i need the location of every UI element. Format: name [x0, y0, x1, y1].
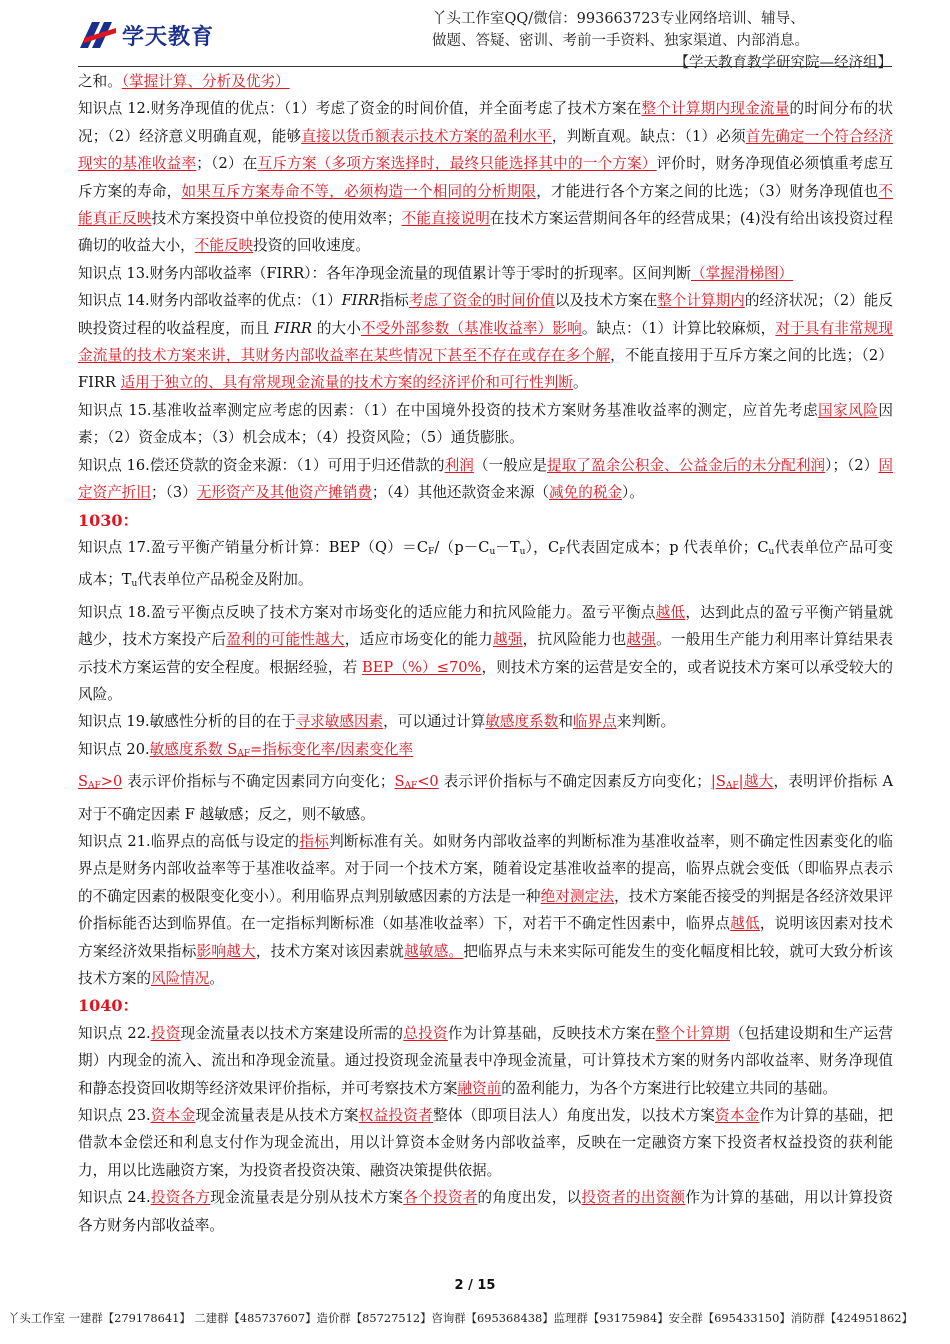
header-line-3: 【学天教育教学研究院—经济组】: [674, 55, 892, 71]
logo: [78, 18, 214, 52]
knowledge-point-23: 知识点 23.资本金现金流量表是从技术方案权益投资者整体（即项目法人）角度出发，以技术方案资本金作为计算的基础，把借款本金偿还和利息支付作为现金流出，用以计算资本金财务内部收益率，反映在一定融资方案下投资者权益投资的获利能力，用以比选融资方案，为投资者投资决策、融资决策提供依据。: [78, 1107, 893, 1179]
page-header: [0, 0, 950, 70]
knowledge-point-16: 知识点 16.偿还贷款的资金来源：（1）可用于归还借款的利润（一般应是提取了盈余公积金、公益金后的未分配利润）；（2）固定资产折旧；（3）无形资产及其他资产摊销费；（4）其他还款资金来源（减免的税金）。: [78, 456, 893, 502]
knowledge-point-21: 知识点 21.临界点的高低与设定的指标判断标准有关。如财务内部收益率的判断标准为基准收益率，则不确定性因素变化的临界点是财务内部收益率等于基准收益率。对于同一个技术方案，随着设定基准收益率的提高，临界点就会变低（即临界点表示的不确定因素的极限变化变小）。利用临界点判别敏感因素的方法是一种绝对测定法，技术方案能否接受的判据是各经济效果评价指标能否达到临界值。在一定指标判断标准（如基准收益率）下，对若干不确定性因素中，临界点越低，说明该因素对技术方案经济效果指标影响越大，技术方案对该因素就越敏感。把临界点与未来实际可能发生的变化幅度相比较，就可大致分析该技术方案的风险情况。: [78, 832, 893, 987]
knowledge-point-15: 知识点 15.基准收益率测定应考虑的因素：（1）在中国境外投资的技术方案财务基准收益率的测定，应首先考虑国家风险因素；（2）资金成本；（3）机会成本；（4）投资风险；（5）通货膨胀。: [78, 401, 893, 447]
document-body: [78, 68, 893, 1239]
knowledge-point-14: 知识点 14.财务内部收益率的优点：（1）FIRR指标考虑了资金的时间价值以及技术方案在整个计算期内的经济状况；（2）能反映投资过程的收益程度，而且 FIRR 的大小不受外部参数（基准收益率）影响。缺点：（1）计算比较麻烦，对于具有非常规现金流量的技术方案来讲，其财务内部收益率在某些情况下甚至不存在或存在多个解，不能直接用于互斥方案之间的比选；（2）FIRR 适用于独立的、具有常规现金流量的技术方案的经济评价和可行性判断。: [78, 292, 893, 392]
section-heading-1040: 1040：: [78, 996, 139, 1016]
knowledge-point-22: 知识点 22.投资现金流量表以技术方案建设所需的总投资作为计算基础，反映技术方案在整个计算期（包括建设期和生产运营期）内现金的流入、流出和净现金流量。通过投资现金流量表中净现金流量，可计算技术方案的财务内部收益率、财务净现值和静态投资回收期等经济效果评价指标，并可考察技术方案融资前的盈利能力，为各个方案进行比较建立共同的基础。: [78, 1024, 893, 1097]
header-divider: [78, 66, 892, 67]
knowledge-point-13: 知识点 13.财务内部收益率（FIRR）：各年净现金流量的现值累计等于零时的折现率。区间判断（掌握滑梯图）: [78, 264, 794, 282]
header-line-1: 丫头工作室QQ/微信：993663723专业网络培训、辅导、: [432, 11, 805, 27]
header-contact: [432, 8, 892, 74]
page-footer: 丫头工作室 一建群【279178641】 二建群【485737607】造价群【85727512】咨询群【695368438】监理群【93175984】安全群【695433150】消防群【424951862】: [8, 1311, 913, 1325]
logo-text: 学天教育: [122, 24, 215, 50]
logo-mark-icon: [78, 18, 118, 52]
section-heading-1030: 1030：: [78, 510, 139, 530]
knowledge-point-19: 知识点 19.敏感性分析的目的在于寻求敏感因素，可以通过计算敏感度系数和临界点来判断。: [78, 713, 676, 731]
paragraph-continuation: 之和。（掌握计算、分析及优劣）: [78, 73, 290, 90]
page-number: 2 / 15: [454, 1278, 496, 1293]
knowledge-point-20-detail: $S_{AF}>0$ 表示评价指标与不确定因素同方向变化；$S_{AF}<0$ 表示评价指标与不确定因素反方向变化；$|S_{AF}|$越大，表明评价指标 A 对于不确定因素 F 越敏感；反之，则不敏感。: [78, 773, 893, 823]
knowledge-point-20: 知识点 20.敏感度系数 $S_{AF}=$指标变化率/因素变化率: [78, 740, 414, 759]
knowledge-point-17: 知识点 17.盈亏平衡产销量分析计算：$BEP(Q)=C_F/(p-C_u-T_u)$，$C_F$代表固定成本；p 代表单价；$C_u$代表单位产品可变成本；$T_u$代表单位产品税金及附加。: [78, 538, 893, 590]
knowledge-point-24: 知识点 24.投资各方现金流量表是分别从技术方案各个投资者的角度出发，以投资者的出资额作为计算的基础，用以计算投资各方财务内部收益率。: [78, 1189, 893, 1234]
knowledge-point-12: 知识点 12.财务净现值的优点：（1）考虑了资金的时间价值，并全面考虑了技术方案在整个计算期内现金流量的时间分布的状况；（2）经济意义明确直观，能够直接以货币额表示技术方案的盈利水平，判断直观。缺点：（1）必须首先确定一个符合经济现实的基准收益率；（2）在互斥方案（多项方案选择时，最终只能选择其中的一个方案）评价时，财务净现值必须慎重考虑互斥方案的寿命，如果互斥方案寿命不等，必须构造一个相同的分析期限，才能进行各个方案之间的比选；（3）财务净现值也不能真正反映技术方案投资中单位投资的使用效率；不能直接说明在技术方案运营期间各年的经营成果；(4)没有给出该投资过程确切的收益大小，不能反映投资的回收速度。: [78, 100, 893, 255]
knowledge-point-18: 知识点 18.盈亏平衡点反映了技术方案对市场变化的适应能力和抗风险能力。盈亏平衡点越低，达到此点的盈亏平衡产销量就越少，技术方案投产后盈利的可能性越大，适应市场变化的能力越强，抗风险能力也越强。一般用生产能力利用率计算结果表示技术方案运营的安全程度。根据经验，若 BEP（%）≤70%，则技术方案的运营是安全的，或者说技术方案可以承受较大的风险。: [78, 603, 893, 703]
header-line-2: 做题、答疑、密训、考前一手资料、独家渠道、内部消息。: [432, 33, 809, 49]
